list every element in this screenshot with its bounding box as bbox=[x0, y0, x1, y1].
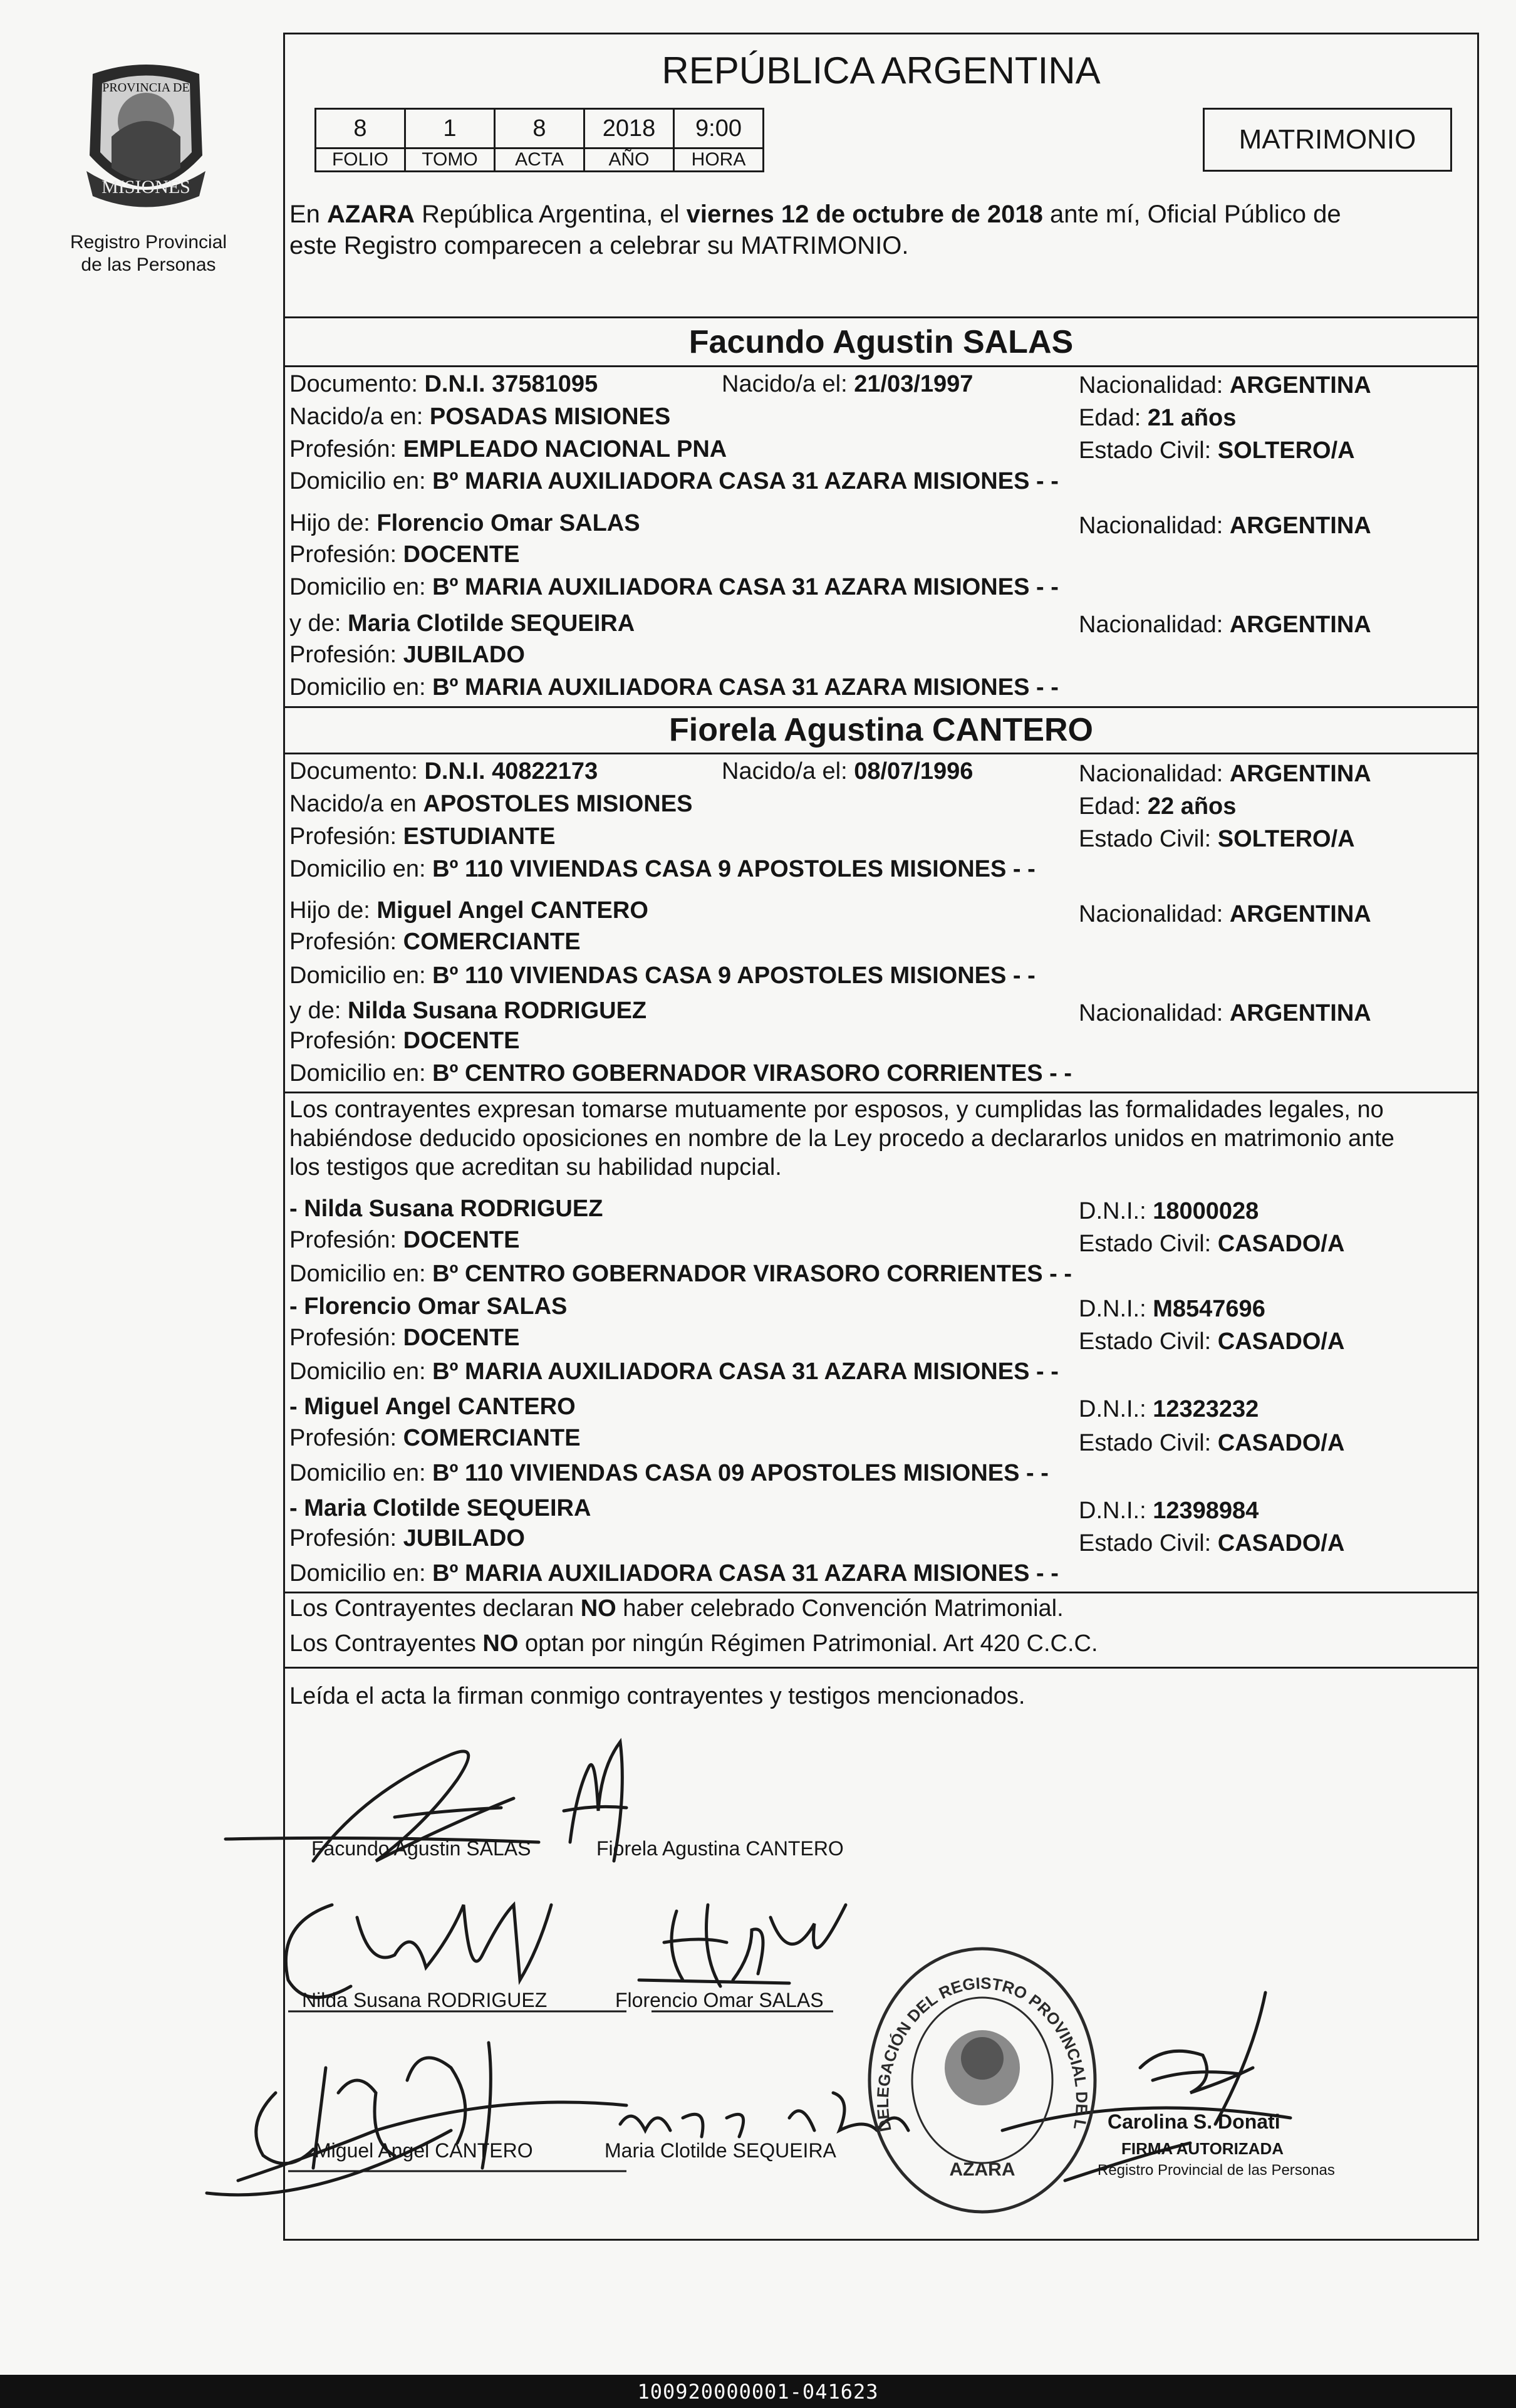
groom-father-name: Hijo de: Florencio Omar SALAS bbox=[289, 510, 640, 536]
bride-mother-nationality: Nacionalidad: ARGENTINA bbox=[1079, 1000, 1371, 1026]
groom-civil-status: Estado Civil: SOLTERO/A bbox=[1079, 437, 1355, 464]
page-title: REPÚBLICA ARGENTINA bbox=[662, 50, 1101, 91]
barcode-strip: 100920000001-041623 bbox=[0, 2375, 1516, 2408]
intro-line-1: En AZARA República Argentina, el viernes 12 de octubre de 2018 ante mí, Oficial Público de bbox=[289, 201, 1341, 228]
round-seal-icon bbox=[863, 1942, 1101, 2218]
bride-father-address: Domicilio en: Bº 110 VIVIENDAS CASA 9 APOSTOLES MISIONES - - bbox=[289, 962, 1036, 989]
anio-value: 2018 bbox=[584, 109, 674, 149]
groom-mother-address: Domicilio en: Bº MARIA AUXILIADORA CASA 31 AZARA MISIONES - - bbox=[289, 674, 1059, 701]
official-name: Carolina S. Donati bbox=[1108, 2110, 1280, 2133]
witness-3-name: - Miguel Angel CANTERO bbox=[289, 1394, 576, 1420]
signature-label-4: Florencio Omar SALAS bbox=[615, 1989, 824, 2011]
tomo-value: 1 bbox=[405, 109, 495, 149]
groom-father-address: Domicilio en: Bº MARIA AUXILIADORA CASA 31 AZARA MISIONES - - bbox=[289, 574, 1059, 600]
declaration-line-1: Los contrayentes expresan tomarse mutuamente por esposos, y cumplidas las formalidades legales, no bbox=[289, 1097, 1384, 1123]
bride-birthdate: Nacido/a el: 08/07/1996 bbox=[722, 758, 973, 784]
hora-value: 9:00 bbox=[674, 109, 764, 149]
bride-civil-status: Estado Civil: SOLTERO/A bbox=[1079, 826, 1355, 852]
witness-4-profession: Profesión: JUBILADO bbox=[289, 1525, 525, 1551]
witness-4-name: - Maria Clotilde SEQUEIRA bbox=[289, 1495, 591, 1521]
signature-label-6: Maria Clotilde SEQUEIRA bbox=[605, 2139, 836, 2162]
signature-witness-2 bbox=[639, 1905, 846, 1986]
signature-label-5: Miguel Angel CANTERO bbox=[314, 2139, 533, 2162]
bride-father-nationality: Nacionalidad: ARGENTINA bbox=[1079, 901, 1371, 927]
official-office: Registro Provincial de las Personas bbox=[1098, 2162, 1335, 2179]
tomo-caption: TOMO bbox=[405, 149, 495, 172]
provincial-logo bbox=[74, 61, 218, 212]
bride-father-name: Hijo de: Miguel Angel CANTERO bbox=[289, 897, 648, 924]
folio-value: 8 bbox=[316, 109, 405, 149]
convention-line-1: Los Contrayentes declaran NO haber celebrado Convención Matrimonial. bbox=[289, 1595, 1064, 1622]
signature-label-1: Facundo Agustin SALAS bbox=[311, 1837, 531, 1860]
witness-3-civil-status: Estado Civil: CASADO/A bbox=[1079, 1430, 1345, 1456]
witness-3-address: Domicilio en: Bº 110 VIVIENDAS CASA 09 APOSTOLES MISIONES - - bbox=[289, 1460, 1049, 1486]
convention-line-2: Los Contrayentes NO optan por ningún Régimen Patrimonial. Art 420 C.C.C. bbox=[289, 1630, 1098, 1657]
bride-name: Fiorela Agustina CANTERO bbox=[668, 712, 1093, 748]
anio-caption: AÑO bbox=[584, 149, 674, 172]
witness-2-civil-status: Estado Civil: CASADO/A bbox=[1079, 1328, 1345, 1355]
signature-label-2: Fiorela Agustina CANTERO bbox=[596, 1837, 844, 1860]
groom-birthdate: Nacido/a el: 21/03/1997 bbox=[722, 371, 973, 397]
groom-father-profession: Profesión: DOCENTE bbox=[289, 541, 520, 568]
witness-1-civil-status: Estado Civil: CASADO/A bbox=[1079, 1231, 1345, 1257]
groom-mother-profession: Profesión: JUBILADO bbox=[289, 642, 525, 668]
registry-caption-2: de las Personas bbox=[81, 254, 216, 275]
bride-age: Edad: 22 años bbox=[1079, 793, 1237, 820]
groom-profession: Profesión: EMPLEADO NACIONAL PNA bbox=[289, 436, 727, 462]
witness-1-address: Domicilio en: Bº CENTRO GOBERNADOR VIRASORO CORRIENTES - - bbox=[289, 1261, 1072, 1287]
witness-2-name: - Florencio Omar SALAS bbox=[289, 1293, 568, 1320]
bride-father-profession: Profesión: COMERCIANTE bbox=[289, 929, 581, 955]
witness-2-profession: Profesión: DOCENTE bbox=[289, 1325, 520, 1351]
witness-2-dni: D.N.I.: M8547696 bbox=[1079, 1296, 1265, 1322]
svg-text:PROVINCIA DE: PROVINCIA DE bbox=[102, 81, 190, 95]
groom-name: Facundo Agustin SALAS bbox=[688, 324, 1074, 360]
closing-statement: Leída el acta la firman conmigo contrayentes y testigos mencionados. bbox=[289, 1683, 1025, 1709]
witness-1-name: - Nilda Susana RODRIGUEZ bbox=[289, 1196, 603, 1222]
witness-3-dni: D.N.I.: 12323232 bbox=[1079, 1396, 1259, 1422]
witness-1-dni: D.N.I.: 18000028 bbox=[1079, 1198, 1259, 1224]
misiones-emblem-icon bbox=[74, 61, 218, 212]
intro-line-2: este Registro comparecen a celebrar su MATRIMONIO. bbox=[289, 232, 909, 259]
registry-caption-1: Registro Provincial bbox=[70, 232, 227, 253]
acta-value: 8 bbox=[495, 109, 584, 149]
svg-text:AZARA: AZARA bbox=[949, 2159, 1015, 2180]
groom-birthplace: Nacido/a en: POSADAS MISIONES bbox=[289, 404, 671, 430]
groom-address: Domicilio en: Bº MARIA AUXILIADORA CASA 31 AZARA MISIONES - - bbox=[289, 468, 1059, 494]
groom-father-nationality: Nacionalidad: ARGENTINA bbox=[1079, 513, 1371, 539]
folio-caption: FOLIO bbox=[316, 149, 405, 172]
official-role: FIRMA AUTORIZADA bbox=[1121, 2139, 1284, 2158]
bride-birthplace: Nacido/a en APOSTOLES MISIONES bbox=[289, 791, 693, 817]
signature-witness-1 bbox=[286, 1905, 551, 1998]
groom-age: Edad: 21 años bbox=[1079, 405, 1237, 431]
bride-mother-name: y de: Nilda Susana RODRIGUEZ bbox=[289, 998, 647, 1024]
groom-mother-name: y de: Maria Clotilde SEQUEIRA bbox=[289, 610, 635, 637]
declaration-line-2: habiéndose deducido oposiciones en nombre de la Ley procedo a declararlos unidos en matrimonio ante bbox=[289, 1125, 1394, 1152]
declaration-line-3: los testigos que acreditan su habilidad nupcial. bbox=[289, 1154, 782, 1181]
bride-mother-profession: Profesión: DOCENTE bbox=[289, 1028, 520, 1054]
acta-caption: ACTA bbox=[495, 149, 584, 172]
bride-documento: Documento: D.N.I. 40822173 bbox=[289, 758, 598, 784]
act-type-box: MATRIMONIO bbox=[1203, 108, 1452, 172]
registry-seal bbox=[863, 1942, 1101, 2218]
witness-4-address: Domicilio en: Bº MARIA AUXILIADORA CASA 31 AZARA MISIONES - - bbox=[289, 1560, 1059, 1587]
groom-mother-nationality: Nacionalidad: ARGENTINA bbox=[1079, 612, 1371, 638]
witness-2-address: Domicilio en: Bº MARIA AUXILIADORA CASA 31 AZARA MISIONES - - bbox=[289, 1358, 1059, 1385]
signature-label-3: Nilda Susana RODRIGUEZ bbox=[302, 1989, 548, 2011]
bride-mother-address: Domicilio en: Bº CENTRO GOBERNADOR VIRASORO CORRIENTES - - bbox=[289, 1060, 1072, 1087]
svg-text:MISIONES: MISIONES bbox=[101, 177, 190, 197]
witness-4-dni: D.N.I.: 12398984 bbox=[1079, 1498, 1259, 1524]
groom-nationality: Nacionalidad: ARGENTINA bbox=[1079, 372, 1371, 399]
groom-documento: Documento: D.N.I. 37581095 bbox=[289, 371, 598, 397]
bride-address: Domicilio en: Bº 110 VIVIENDAS CASA 9 APOSTOLES MISIONES - - bbox=[289, 856, 1036, 882]
bride-nationality: Nacionalidad: ARGENTINA bbox=[1079, 761, 1371, 787]
hora-caption: HORA bbox=[674, 149, 764, 172]
registry-table bbox=[314, 108, 764, 172]
svg-text:DELEGACIÓN DEL REGISTRO PROVIN: DELEGACIÓN DEL REGISTRO PROVINCIAL DE L bbox=[873, 1973, 1092, 2134]
witness-4-civil-status: Estado Civil: CASADO/A bbox=[1079, 1530, 1345, 1556]
witness-3-profession: Profesión: COMERCIANTE bbox=[289, 1425, 581, 1451]
bride-profession: Profesión: ESTUDIANTE bbox=[289, 823, 556, 850]
witness-1-profession: Profesión: DOCENTE bbox=[289, 1227, 520, 1253]
